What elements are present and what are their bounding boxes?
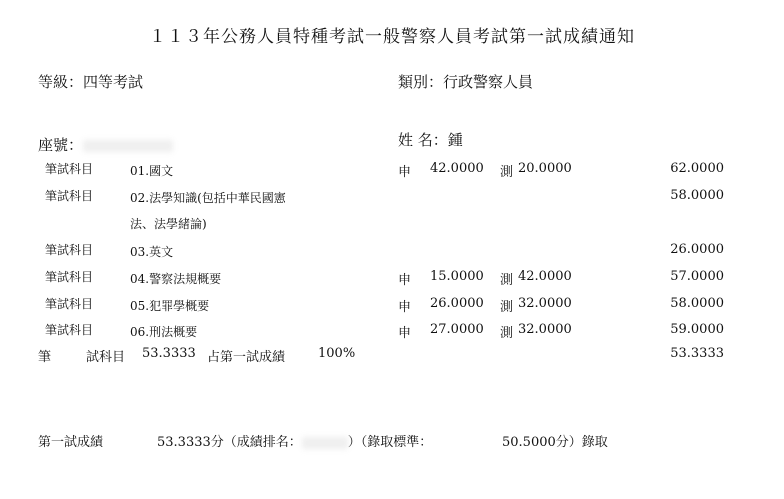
subject-2-total: 58.0000	[670, 188, 724, 203]
seat-number-redacted	[83, 140, 173, 152]
subject-6-mark: 測	[500, 326, 514, 341]
name-field	[398, 129, 463, 150]
seat-label: 座號：	[38, 136, 84, 154]
subject-4-mark: 測	[500, 273, 514, 288]
rank-redacted	[302, 437, 348, 449]
summary-average: 53.3333	[142, 346, 196, 361]
subject-5-kind: 筆試科目	[45, 297, 94, 311]
subject-2-name: 02.法學知識(包括中華民國憲	[130, 191, 286, 205]
subject-5-score-a: 26.0000	[430, 296, 484, 311]
final-score-value: 53.3333分（成績排名：	[157, 435, 302, 450]
final-standard-open: ）（錄取標準：	[347, 435, 433, 450]
summary-percent: 100%	[318, 346, 356, 361]
final-score	[157, 431, 432, 450]
subject-1-total: 62.0000	[670, 161, 724, 176]
final-standard: 50.5000分）錄取	[502, 435, 608, 450]
subject-5-score-b: 32.0000	[518, 296, 572, 311]
document-title: １１３年公務人員特種考試一般警察人員考試第一試成績通知	[149, 27, 635, 47]
category-value: 行政警察人員	[443, 73, 534, 91]
subject-4-total: 57.0000	[670, 269, 724, 284]
subject-5-total: 58.0000	[670, 296, 724, 311]
name-value: 鍾	[447, 131, 463, 149]
subject-4-score-b: 42.0000	[518, 269, 572, 284]
subject-3-name: 03.英文	[130, 245, 174, 259]
subject-1-name: 01.國文	[130, 164, 174, 178]
subject-1-flag: 申	[398, 165, 412, 180]
subject-6-score-a: 27.0000	[430, 322, 484, 337]
seat-field	[38, 134, 173, 155]
final-score-label: 第一試成績	[38, 435, 104, 450]
subject-1-score-b: 20.0000	[518, 161, 572, 176]
level-value: 四等考試	[83, 73, 144, 91]
subject-5-flag: 申	[398, 300, 412, 315]
subject-6-score-b: 32.0000	[518, 322, 572, 337]
category-field	[398, 71, 533, 92]
summary-text: 占第一試成績	[207, 350, 286, 365]
subject-3-total: 26.0000	[670, 242, 724, 257]
subject-2-name-cont: 法、法學緒論)	[130, 217, 207, 231]
subject-6-flag: 申	[398, 326, 412, 341]
subject-1-score-a: 42.0000	[430, 161, 484, 176]
subject-5-name: 05.犯罪學概要	[130, 299, 210, 313]
subject-4-name: 04.警察法規概要	[130, 272, 222, 286]
level-field	[38, 71, 143, 92]
subject-4-flag: 申	[398, 273, 412, 288]
category-label: 類別：	[398, 73, 444, 91]
subject-6-name: 06.刑法概要	[130, 325, 198, 339]
subject-2-kind: 筆試科目	[45, 189, 94, 203]
summary-label-a: 筆	[38, 350, 52, 365]
subject-1-mark: 測	[500, 165, 514, 180]
summary-total: 53.3333	[670, 346, 724, 361]
level-label: 等級：	[38, 73, 84, 91]
subject-4-kind: 筆試科目	[45, 270, 94, 284]
subject-4-score-a: 15.0000	[430, 269, 484, 284]
subject-5-mark: 測	[500, 300, 514, 315]
name-label: 姓 名：	[398, 131, 448, 149]
summary-label-b: 試科目	[86, 350, 126, 365]
subject-6-kind: 筆試科目	[45, 323, 94, 337]
subject-6-total: 59.0000	[670, 322, 724, 337]
subject-3-kind: 筆試科目	[45, 243, 94, 257]
subject-1-kind: 筆試科目	[45, 162, 94, 176]
